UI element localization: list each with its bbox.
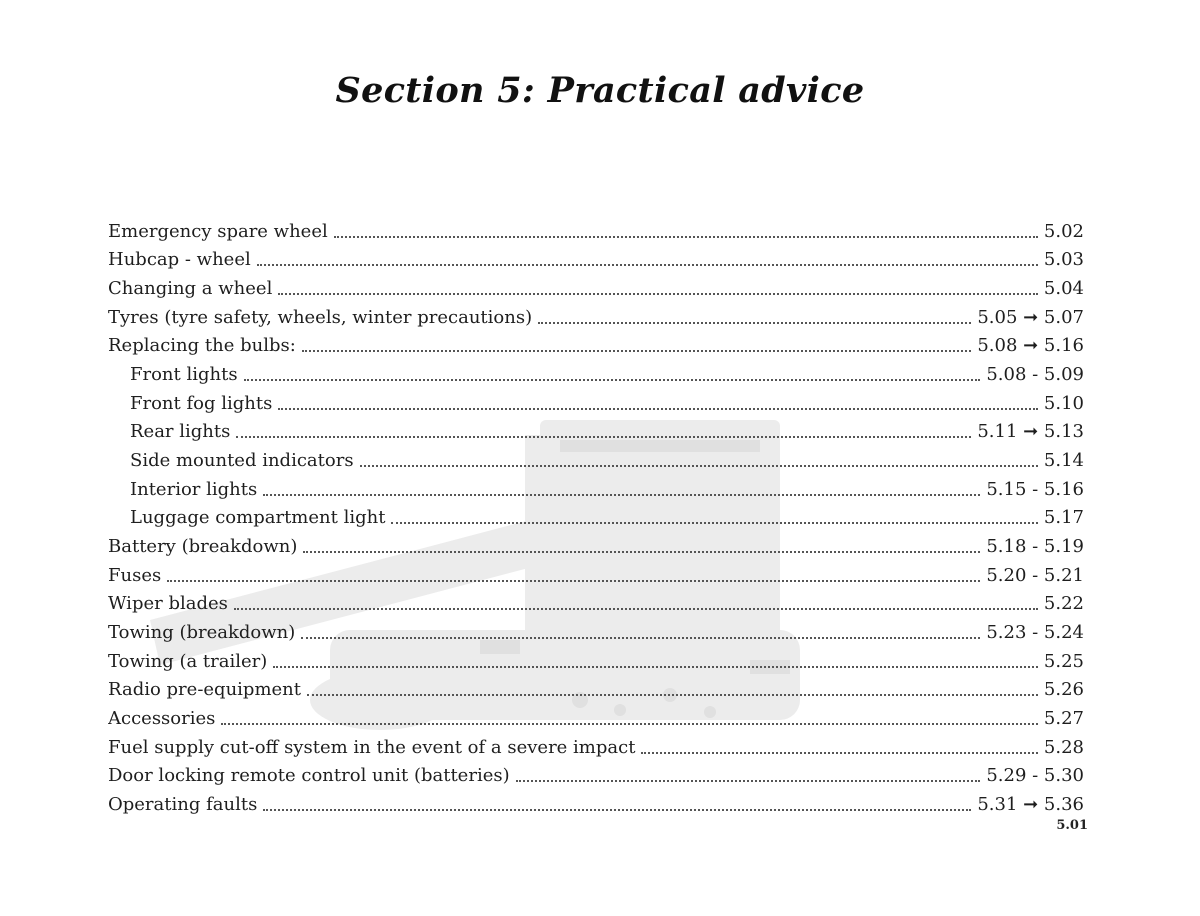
toc-entry-page: 5.22: [1043, 593, 1084, 615]
toc-entry[interactable]: [108, 704, 1084, 733]
toc-entry-label: Changing a wheel: [108, 278, 273, 300]
toc-entry-page: 5.26: [1043, 679, 1084, 701]
toc-entry[interactable]: [108, 475, 1084, 504]
toc-entry-label: Towing (breakdown): [108, 622, 296, 644]
toc-entry[interactable]: [108, 504, 1084, 533]
toc-entry-page: 5.15 - 5.16: [986, 478, 1084, 500]
dot-leader: [244, 378, 981, 381]
toc-entry[interactable]: [108, 761, 1084, 790]
table-of-contents: [108, 217, 1084, 819]
toc-entry[interactable]: [108, 217, 1084, 246]
toc-entry-page: 5.08 ➞ 5.16: [977, 335, 1084, 357]
dot-leader: [334, 235, 1038, 238]
dot-leader: [257, 263, 1038, 266]
toc-entry-page: 5.08 - 5.09: [986, 364, 1084, 386]
toc-entry-label: Operating faults: [108, 793, 258, 815]
toc-entry-label: Door locking remote control unit (batteries): [108, 765, 510, 787]
toc-entry-page: 5.20 - 5.21: [986, 564, 1084, 586]
dot-leader: [263, 808, 971, 811]
toc-entry-page: 5.28: [1043, 736, 1084, 758]
dot-leader: [278, 292, 1038, 295]
toc-entry-label: Battery (breakdown): [108, 536, 298, 558]
dot-leader: [278, 407, 1038, 410]
dot-leader: [360, 464, 1038, 467]
toc-entry-page: 5.25: [1043, 650, 1084, 672]
toc-entry-label: Replacing the bulbs:: [108, 335, 296, 357]
toc-entry-page: 5.14: [1043, 450, 1084, 472]
toc-entry[interactable]: [108, 418, 1084, 447]
toc-entry[interactable]: [108, 590, 1084, 619]
toc-entry[interactable]: [108, 446, 1084, 475]
dot-leader: [516, 779, 981, 782]
toc-entry[interactable]: [108, 647, 1084, 676]
toc-entry-label: Radio pre-equipment: [108, 679, 301, 701]
toc-entry-label: Emergency spare wheel: [108, 220, 328, 242]
toc-entry-page: 5.02: [1043, 220, 1084, 242]
dot-leader: [538, 321, 971, 324]
toc-entry-page: 5.04: [1043, 278, 1084, 300]
dot-leader: [307, 693, 1038, 696]
page-number: 5.01: [1056, 818, 1088, 833]
toc-entry[interactable]: [108, 733, 1084, 762]
toc-entry[interactable]: [108, 274, 1084, 303]
toc-entry[interactable]: [108, 303, 1084, 332]
toc-entry[interactable]: [108, 332, 1084, 361]
toc-entry[interactable]: [108, 360, 1084, 389]
toc-entry-label: Fuses: [108, 564, 162, 586]
toc-entry[interactable]: [108, 389, 1084, 418]
toc-entry[interactable]: [108, 790, 1084, 819]
section-title: Section 5: Practical advice: [335, 70, 865, 111]
toc-entry[interactable]: [108, 676, 1084, 705]
dot-leader: [641, 751, 1037, 754]
toc-entry-label: Front lights: [130, 364, 238, 386]
toc-entry-page: 5.17: [1043, 507, 1084, 529]
toc-entry-label: Rear lights: [130, 421, 231, 443]
toc-entry-page: 5.05 ➞ 5.07: [977, 306, 1084, 328]
toc-entry[interactable]: [108, 246, 1084, 275]
dot-leader: [236, 435, 971, 438]
toc-entry-label: Side mounted indicators: [130, 450, 354, 472]
toc-entry-page: 5.31 ➞ 5.36: [977, 793, 1084, 815]
dot-leader: [263, 493, 980, 496]
toc-entry-label: Tyres (tyre safety, wheels, winter precautions): [108, 306, 533, 328]
dot-leader: [391, 521, 1037, 524]
toc-entry-label: Front fog lights: [130, 392, 273, 414]
toc-entry-page: 5.11 ➞ 5.13: [977, 421, 1084, 443]
toc-entry-label: Interior lights: [130, 478, 258, 500]
toc-entry[interactable]: [108, 561, 1084, 590]
toc-entry-page: 5.27: [1043, 707, 1084, 729]
dot-leader: [221, 722, 1038, 725]
dot-leader: [302, 349, 972, 352]
toc-entry-label: Luggage compartment light: [130, 507, 386, 529]
toc-entry-label: Towing (a trailer): [108, 650, 268, 672]
toc-entry-page: 5.23 - 5.24: [986, 622, 1084, 644]
toc-entry-label: Hubcap - wheel: [108, 249, 251, 271]
dot-leader: [301, 636, 980, 639]
dot-leader: [303, 550, 980, 553]
toc-entry-page: 5.03: [1043, 249, 1084, 271]
toc-entry-label: Fuel supply cut-off system in the event of a severe impact: [108, 736, 636, 758]
toc-entry-label: Accessories: [108, 707, 216, 729]
toc-entry-page: 5.29 - 5.30: [986, 765, 1084, 787]
dot-leader: [273, 665, 1038, 668]
toc-entry[interactable]: [108, 618, 1084, 647]
dot-leader: [234, 607, 1038, 610]
toc-entry[interactable]: [108, 532, 1084, 561]
toc-entry-page: 5.18 - 5.19: [986, 536, 1084, 558]
toc-entry-page: 5.10: [1043, 392, 1084, 414]
toc-entry-label: Wiper blades: [108, 593, 228, 615]
dot-leader: [167, 579, 980, 582]
